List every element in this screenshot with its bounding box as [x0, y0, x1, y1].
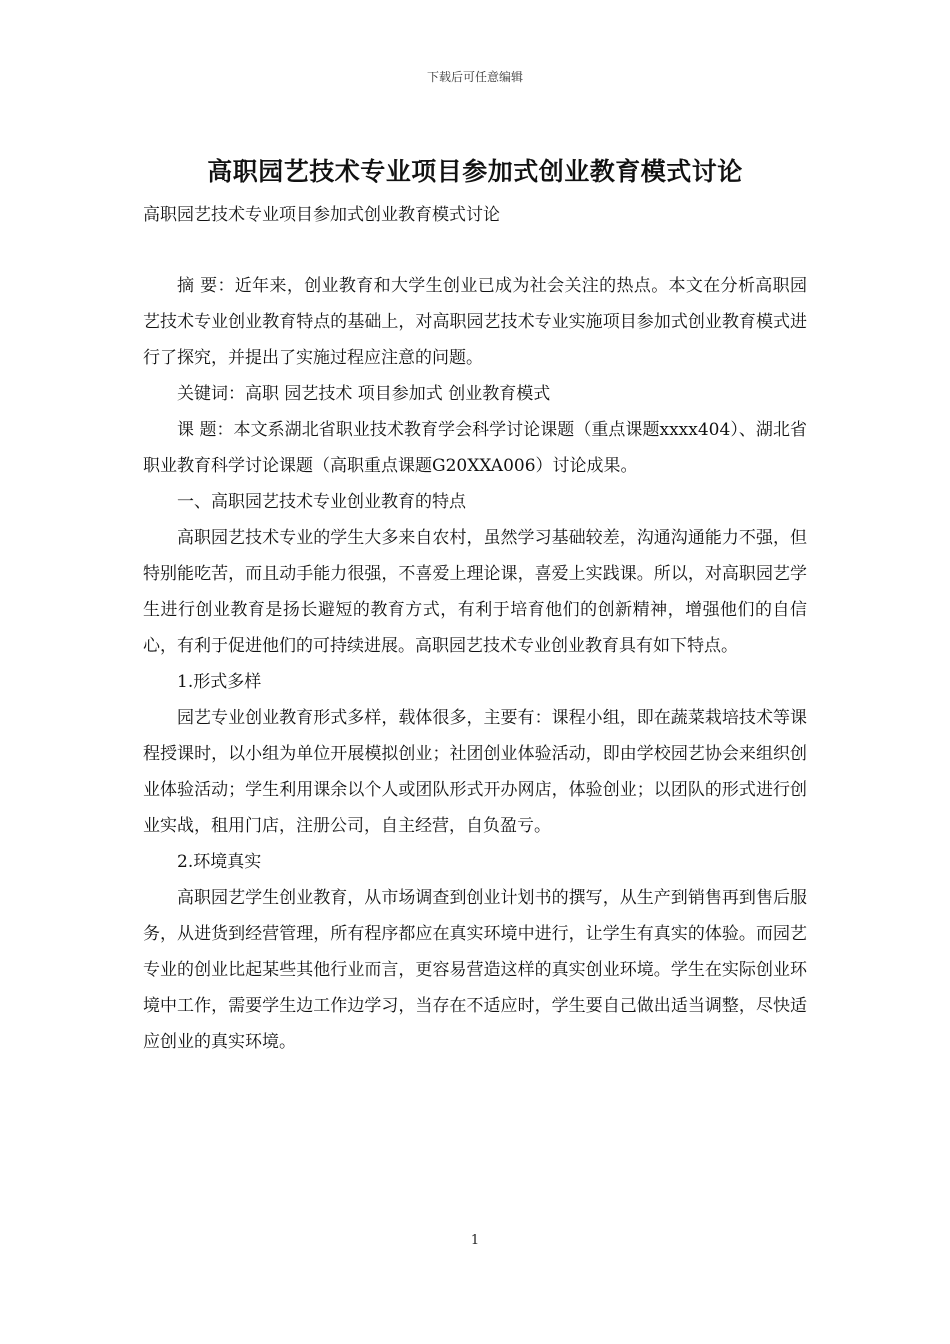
- body-paragraph: 高职园艺技术专业的学生大多来自农村，虽然学习基础较差，沟通沟通能力不强，但特别能吃苦，而且动手能力很强，不喜爱上理论课，喜爱上实践课。所以，对高职园艺学生进行创业教育是扬长避短的教育方式，有利于培育他们的创新精神，增强他们的自信心，有利于促进他们的可持续进展。高职园艺技术专业创业教育具有如下特点。: [143, 528, 807, 656]
- keywords-paragraph: 关键词：高职 园艺技术 项目参加式 创业教育模式: [177, 384, 551, 404]
- abstract-paragraph: 摘 要：近年来，创业教育和大学生创业已成为社会关注的热点。本文在分析高职园艺技术专业创业教育特点的基础上，对高职园艺技术专业实施项目参加式创业教育模式进行了探究，并提出了实施过程应注意的问题。: [143, 276, 807, 368]
- document-title: 高职园艺技术专业项目参加式创业教育模式讨论: [207, 157, 743, 186]
- header-note: 下载后可任意编辑: [426, 70, 523, 84]
- section-heading-1: 一、高职园艺技术专业创业教育的特点: [177, 492, 466, 512]
- project-paragraph: 课 题：本文系湖北省职业技术教育学会科学讨论课题（重点课题xxxx404）、湖北省职业教育科学讨论课题（高职重点课题G20XXA006）讨论成果。: [143, 420, 807, 476]
- body-paragraph: 园艺专业创业教育形式多样，载体很多，主要有：课程小组，即在蔬菜栽培技术等课程授课时，以小组为单位开展模拟创业；社团创业体验活动，即由学校园艺协会来组织创业体验活动；学生利用课余以个人或团队形式开办网店，体验创业；以团队的形式进行创业实战，租用门店，注册公司，自主经营，自负盈亏。: [143, 708, 807, 836]
- subsection-heading-1: 1.形式多样: [177, 672, 262, 692]
- page-number: 1: [470, 1233, 480, 1248]
- document-body: [143, 268, 807, 1060]
- body-paragraph: 高职园艺学生创业教育，从市场调查到创业计划书的撰写，从生产到销售再到售后服务，从进货到经营管理，所有程序都应在真实环境中进行，让学生有真实的体验。而园艺专业的创业比起某些其他行业而言，更容易营造这样的真实创业环境。学生在实际创业环境中工作，需要学生边工作边学习，当存在不适应时，学生要自己做出适当调整，尽快适应创业的真实环境。: [143, 888, 807, 1052]
- subsection-heading-2: 2.环境真实: [177, 852, 262, 872]
- document-subtitle: 高职园艺技术专业项目参加式创业教育模式讨论: [143, 205, 500, 225]
